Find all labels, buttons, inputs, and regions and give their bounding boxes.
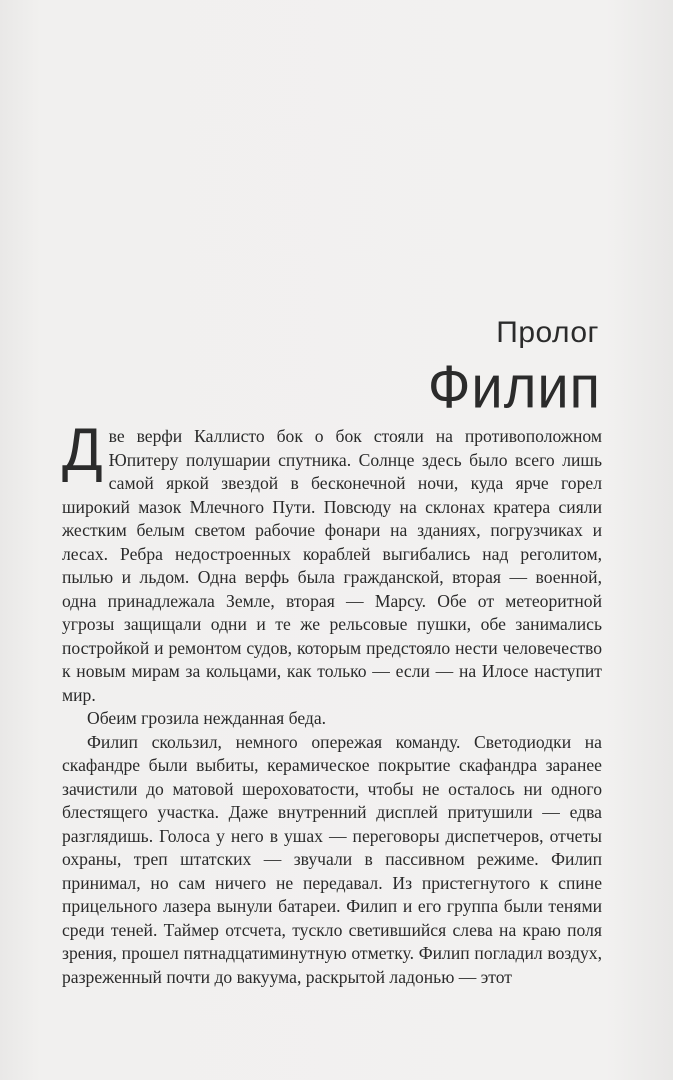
paragraph-1-text: ве верфи Каллисто бок о бок стояли на противоположном Юпитеру полушарии спутника. Солнце здесь было всего лишь самой яркой звездой в бесконечной ночи, куда ярче горел широкий мазок Млечного Пути. Повсюду на склонах кратера сияли жестким белым светом рабочие фонари на зданиях, погрузчиках и лесах. Ребра недостроенных кораблей выгибались над реголитом, пылью и льдом. Одна верфь была гражданской, вторая — военной, одна принадлежала Земле, вторая — Марсу. Обе от метеоритной угрозы защищали одни и те же рельсовые пушки, обе занимались постройкой и ремонтом судов, которым предстояло нести человечество к новым мирам за кольцами, как только — если — на Илосе наступит мир.: [62, 426, 602, 705]
chapter-title: Филип: [427, 352, 601, 421]
section-label: Пролог: [496, 316, 599, 349]
drop-cap: Д: [62, 416, 103, 483]
paragraph-2: Обеим грозила нежданная беда.: [87, 708, 327, 728]
body-text: [62, 416, 602, 989]
paragraph-3: Филип скользил, немного опережая команду. Светодиодки на скафандре были выбиты, керамическое покрытие скафандра заранее зачистили до матовой шероховатости, чтобы не осталось ни одного блестящего участка. Даже внутренний дисплей притушили — едва разглядишь. Голоса у него в ушах — переговоры диспетчеров, отчеты охраны, треп штатских — звучали в пассивном режиме. Филип принимал, но сам ничего не передавал. Из пристегнутого к спине прицельного лазера вынули батареи. Филип и его группа были тенями среди теней. Таймер отсчета, тускло светившийся слева на краю поля зрения, прошел пятнадцатиминутную отметку. Филип погладил воздух, разреженный почти до вакуума, раскрытой ладонью — этот: [62, 731, 602, 987]
paragraph-1: [62, 416, 602, 707]
